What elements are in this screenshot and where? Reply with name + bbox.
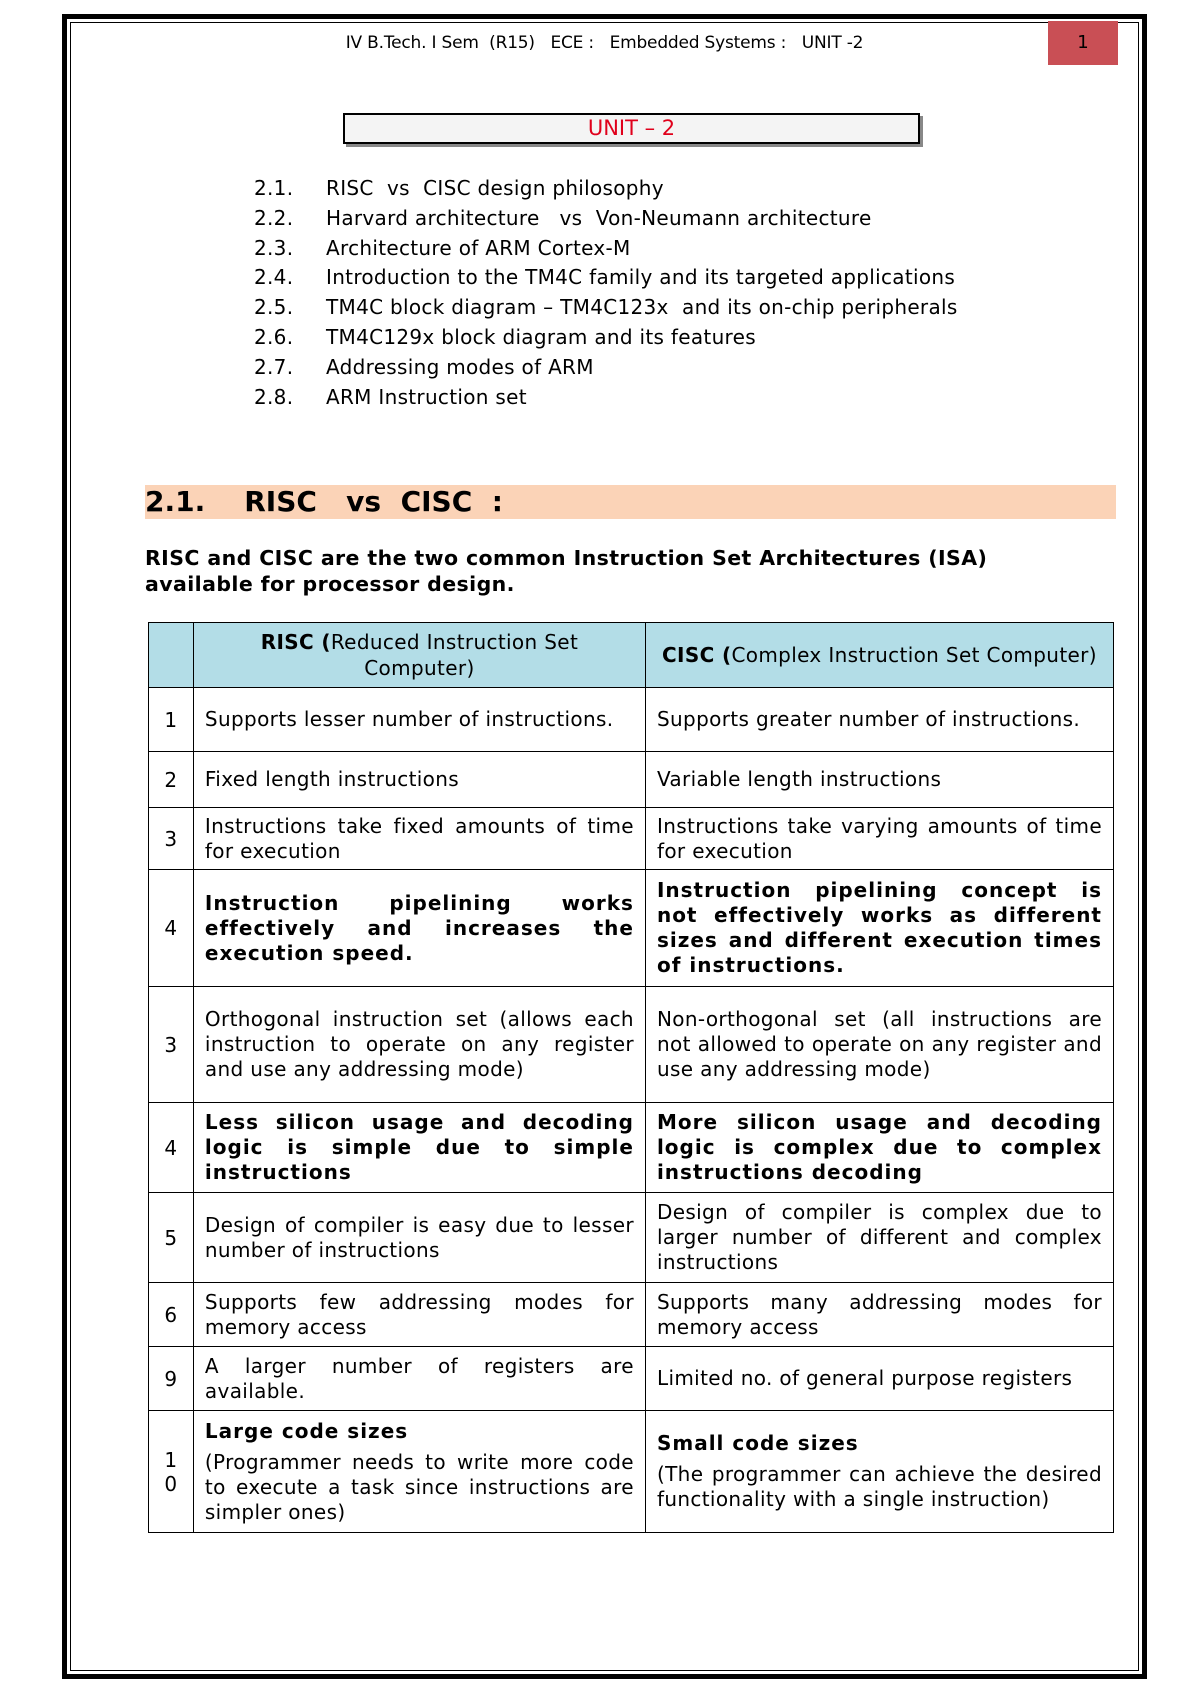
cisc-cell-heading: Small code sizes — [656, 1431, 859, 1455]
row-number: 3 — [149, 808, 194, 870]
row-number: 4 — [149, 1103, 194, 1193]
unit-title: UNIT – 2 — [343, 113, 920, 144]
table-row — [149, 1193, 1114, 1283]
table-row — [149, 1103, 1114, 1193]
cisc-cell: Variable length instructions — [645, 752, 1113, 808]
toc-item: 2.2. Harvard architecture vs Von-Neumann architecture — [254, 205, 872, 230]
table-row — [149, 1283, 1114, 1347]
page-header: IV B.Tech. I Sem (R15) ECE : Embedded Systems : UNIT -2 — [345, 33, 864, 53]
section-heading: 2.1. RISC vs CISC : — [145, 485, 1116, 519]
table-row — [149, 987, 1114, 1103]
row-number: 9 — [149, 1347, 194, 1411]
header-blank — [149, 623, 194, 688]
toc-item: 2.1. RISC vs CISC design philosophy — [254, 176, 664, 200]
row-number: 5 — [149, 1193, 194, 1283]
cisc-cell: Design of compiler is complex due to larger number of different and complex instructions — [645, 1193, 1113, 1283]
cisc-cell: Limited no. of general purpose registers — [645, 1347, 1113, 1411]
cisc-cell: Instructions take varying amounts of time for execution — [645, 808, 1113, 870]
cisc-cell-text: (The programmer can achieve the desired functionality with a single instruction) — [656, 1462, 1102, 1511]
header-cisc: CISC (Complex Instruction Set Computer) — [645, 623, 1113, 688]
cisc-cell: Instruction pipelining concept is not effectively works as different sizes and different execution times of instructions. — [645, 870, 1113, 987]
cisc-cell: More silicon usage and decoding logic is complex due to complex instructions decoding — [645, 1103, 1113, 1193]
risc-cell: Fixed length instructions — [193, 752, 645, 808]
table-row — [149, 752, 1114, 808]
cisc-cell — [645, 1411, 1113, 1533]
row-number: 2 — [149, 752, 194, 808]
header-risc: RISC (Reduced Instruction Set Computer) — [193, 623, 645, 688]
table-row — [149, 1411, 1114, 1533]
cisc-cell: Supports many addressing modes for memory access — [645, 1283, 1113, 1347]
toc-item: 2.7. Addressing modes of ARM — [254, 354, 594, 379]
row-number: 4 — [149, 870, 194, 987]
toc-item: 2.6. TM4C129x block diagram and its features — [254, 324, 756, 349]
risc-cell: Design of compiler is easy due to lesser number of instructions — [193, 1193, 645, 1283]
cisc-cell: Supports greater number of instructions. — [645, 688, 1113, 752]
risc-cell: Instructions take fixed amounts of time for execution — [193, 808, 645, 870]
table-row — [149, 688, 1114, 752]
row-number: 6 — [149, 1283, 194, 1347]
table-of-contents — [254, 174, 958, 412]
risc-cell: Less silicon usage and decoding logic is simple due to simple instructions — [193, 1103, 645, 1193]
table-row — [149, 870, 1114, 987]
risc-cisc-table — [148, 622, 1114, 1533]
row-number: 1 0 — [149, 1411, 194, 1533]
toc-item: 2.5. TM4C block diagram – TM4C123x and its on-chip peripherals — [254, 295, 958, 320]
risc-cell-text: (Programmer needs to write more code to execute a task since instructions are simpler ones) — [204, 1449, 634, 1524]
table-header-row — [149, 623, 1114, 688]
toc-item: 2.3. Architecture of ARM Cortex-M — [254, 235, 631, 260]
risc-cell: Supports lesser number of instructions. — [193, 688, 645, 752]
risc-cell: Supports few addressing modes for memory access — [193, 1283, 645, 1347]
toc-item: 2.4. Introduction to the TM4C family and its targeted applications — [254, 265, 956, 290]
risc-cell-heading: Large code sizes — [204, 1418, 409, 1443]
page-number: 1 — [1048, 21, 1118, 65]
toc-item: 2.8. ARM Instruction set — [254, 384, 527, 409]
section-intro: RISC and CISC are the two common Instruction Set Architectures (ISA) available for processor design. — [145, 546, 988, 596]
risc-cell: Orthogonal instruction set (allows each instruction to operate on any register and use any addressing mode) — [193, 987, 645, 1103]
row-number: 3 — [149, 987, 194, 1103]
risc-cell: Instruction pipelining works effectively and increases the execution speed. — [193, 870, 645, 987]
risc-cell — [193, 1411, 645, 1533]
table-row — [149, 1347, 1114, 1411]
risc-cell: A larger number of registers are available. — [193, 1347, 645, 1411]
table-row — [149, 808, 1114, 870]
row-number: 1 — [149, 688, 194, 752]
cisc-cell: Non-orthogonal set (all instructions are not allowed to operate on any register and use any addressing mode) — [645, 987, 1113, 1103]
